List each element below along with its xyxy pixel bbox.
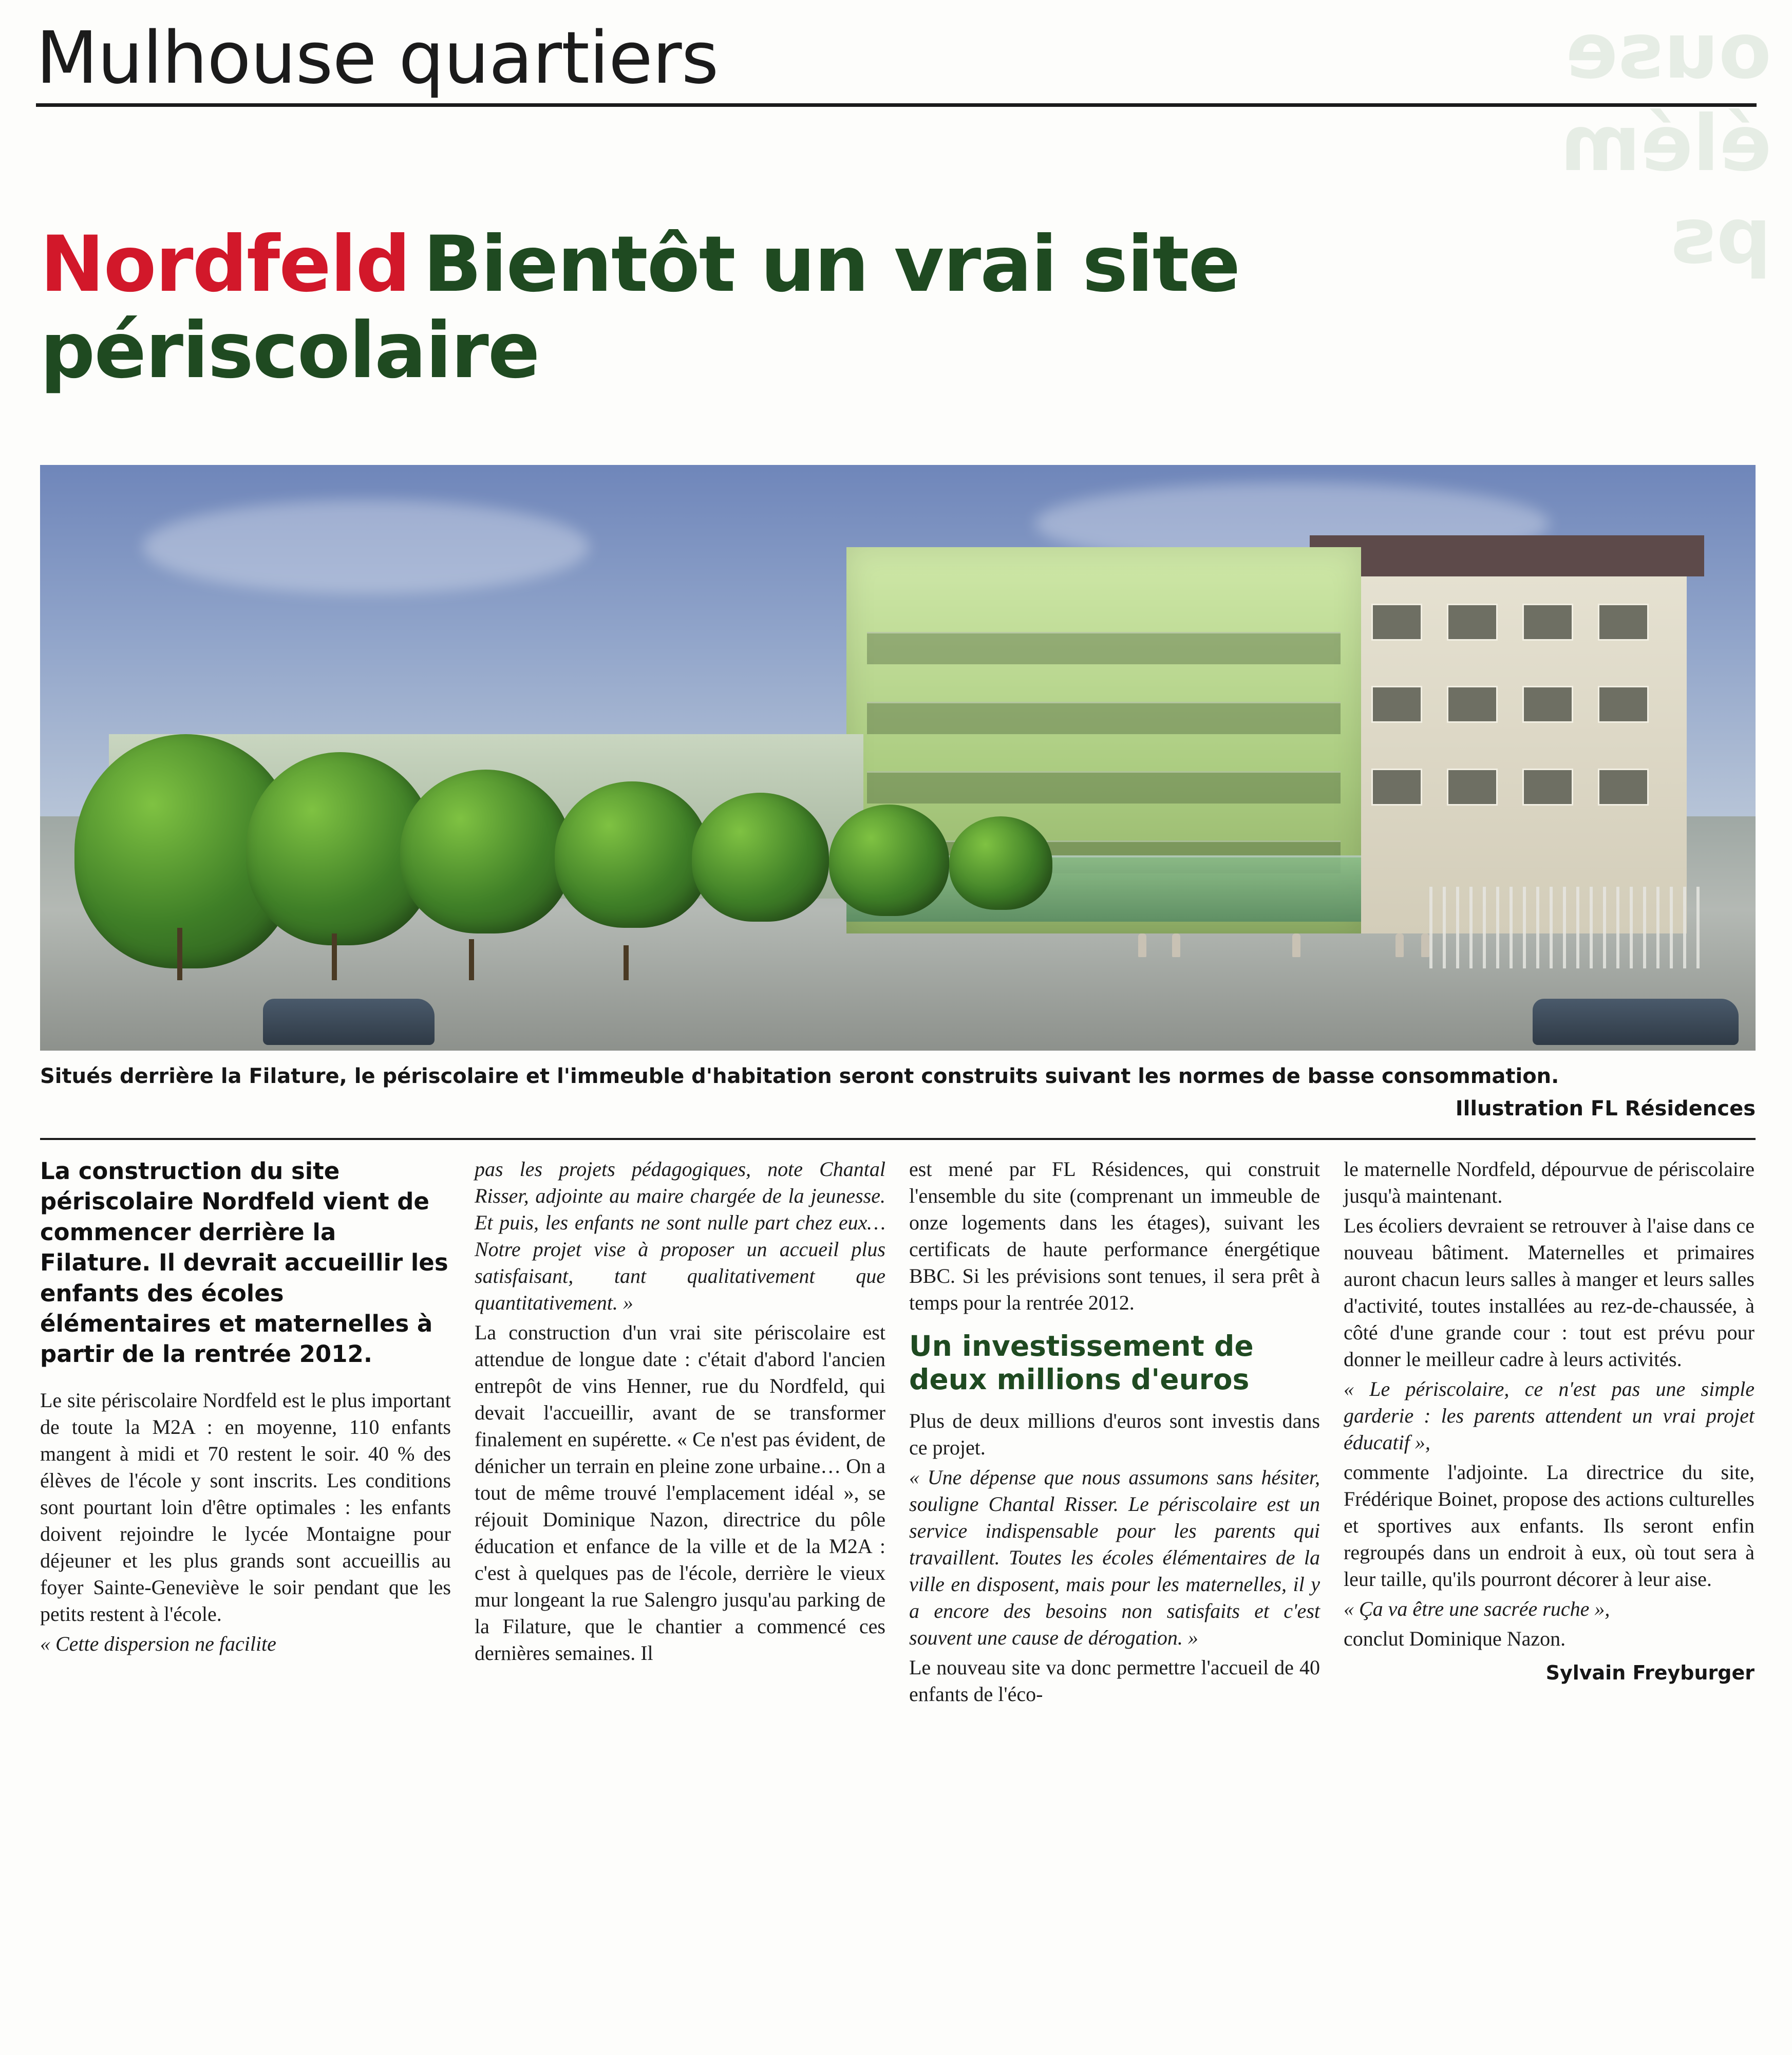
headline-kicker: Nordfeld [40, 219, 410, 309]
tree-shape [829, 805, 949, 916]
page-title [40, 221, 1725, 394]
fence-shape [1429, 887, 1704, 969]
paragraph: Plus de deux millions d'euros sont investis dans ce projet. [909, 1409, 1320, 1459]
paragraph: conclut Dominique Nazon. [1344, 1627, 1566, 1650]
column-3 [909, 1156, 1320, 2029]
paragraph: Le nouveau site va donc permettre l'accueil de 40 enfants de l'éco- [909, 1655, 1320, 1706]
paragraph: est mené par FL Résidences, qui construit l'ensemble du site (comprenant un immeuble de onze logements dans les étages), suivant les certificats de haute performance énergétique BBC. Si les prévisions sont tenues, il sera prêt à temps pour la rentrée 2012. [909, 1157, 1320, 1314]
photo-caption: Situés derrière la Filature, le périscolaire et l'immeuble d'habitation seront construits suivant les normes de basse consommation. [40, 1064, 1559, 1088]
tree-shape [949, 816, 1052, 910]
paragraph: commente l'adjointe. La directrice du site, Frédérique Boinet, propose des actions culturelles et sportives aux enfants. Ils seront enfin regroupés dans un endroit à eux, où tout sera à leur taille, qu'ils pourront décorer à leur aise. [1344, 1461, 1755, 1591]
column-1 [40, 1156, 451, 2029]
section-subhead: Un investissement de deux millions d'euros [909, 1330, 1254, 1396]
illustration-render [40, 465, 1756, 1051]
cloud-shape [143, 500, 589, 593]
divider [40, 1138, 1756, 1140]
roof-shape [1310, 535, 1704, 576]
quote-fragment: « Cette dispersion ne facilite [40, 1632, 276, 1655]
tree-shape [555, 781, 709, 928]
masthead [36, 16, 1757, 107]
photo-credit: Illustration FL Résidences [1455, 1097, 1756, 1120]
masthead-rule [36, 103, 1757, 107]
article-body [40, 1156, 1756, 2029]
pull-quote: « Une dépense que nous assumons sans hésiter, souligne Chantal Risser. Le périscolaire est un service indispensable pour les parents qui travaillent. Toutes les écoles élémentaires de la ville en disposent, mais pour les maternelles, il y a encore des besoins non satisfaits et c'est souvent une cause de dérogation. » [909, 1465, 1320, 1649]
bleed-through-ghost-text: ouse élém ps [1560, 7, 1771, 281]
pull-quote: « Le périscolaire, ce n'est pas une simple garderie : les parents attendent un vrai projet éducatif », [1344, 1377, 1755, 1454]
article-lede: La construction du site périscolaire Nordfeld vient de commencer derrière la Filature. Il devrait accueillir les enfants des écoles élémentaires et maternelles à partir de la rentrée 2012. [40, 1157, 448, 1368]
paragraph: Le site périscolaire Nordfeld est le plus important de toute la M2A : en moyenne, 110 enfants mangent à midi et 70 restent le soir. 40 % des élèves de l'école y sont inscrits. Les conditions sont pourtant loin d'être optimales : les enfants doivent rejoindre le lycée Montaigne pour déjeuner et les plus grands sont accueillis au foyer Sainte-Geneviève le soir pendant que les petits restent à l'école. [40, 1388, 451, 1626]
headline-text: Bientôt un vrai site périscolaire [40, 219, 1240, 396]
paragraph: Les écoliers devraient se retrouver à l'aise dans ce nouveau bâtiment. Maternelles et primaires auront chacun leurs salles à manger et leurs salles d'activité, toutes installées au rez-de-chaussée, à côté d'une grande cour : tout est prévu pour donner le meilleur cadre à leurs activités. [1344, 1214, 1755, 1371]
car-shape [1533, 999, 1739, 1045]
article-illustration [40, 465, 1756, 1051]
car-shape [263, 999, 435, 1045]
tree-shape [400, 770, 572, 933]
pull-quote-2: « Ça va être une sacrée ruche », [1344, 1597, 1610, 1620]
tree-shape [692, 793, 829, 922]
paragraph: La construction d'un vrai site périscolaire est attendue de longue date : c'était d'abord l'ancien entrepôt de vins Henner, rue du Nordfeld, qui devait l'accueillir, avant de se transformer finalement en supérette. « Ce n'est pas évident, de dénicher un terrain en pleine zone urbaine… On a tout de même trouvé l'emplacement idéal », se réjouit Dominique Nazon, directrice du pôle éducation et enfance de la ville et de la M2A : c'est à quelques pas de l'école, derrière le vieux mur longeant la rue Salengro jusqu'au parking de la Filature, que le chantier a commencé ces dernières semaines. Il [475, 1321, 885, 1665]
quote-continued: pas les projets pédagogiques, note Chantal Risser, adjointe au maire chargée de la jeunesse. Et puis, les enfants ne sont nulle part chez eux… Notre projet vise à proposer un accueil plus satisfaisant, tant qualitativement que quantitativement. » [475, 1157, 885, 1314]
paragraph: le maternelle Nordfeld, dépourvue de périscolaire jusqu'à maintenant. [1344, 1157, 1755, 1207]
existing-building [1344, 558, 1687, 933]
byline: Sylvain Freyburger [1545, 1661, 1755, 1684]
masthead-title: Mulhouse quartiers [36, 16, 719, 100]
column-2 [475, 1156, 885, 2029]
column-4 [1344, 1156, 1755, 2029]
